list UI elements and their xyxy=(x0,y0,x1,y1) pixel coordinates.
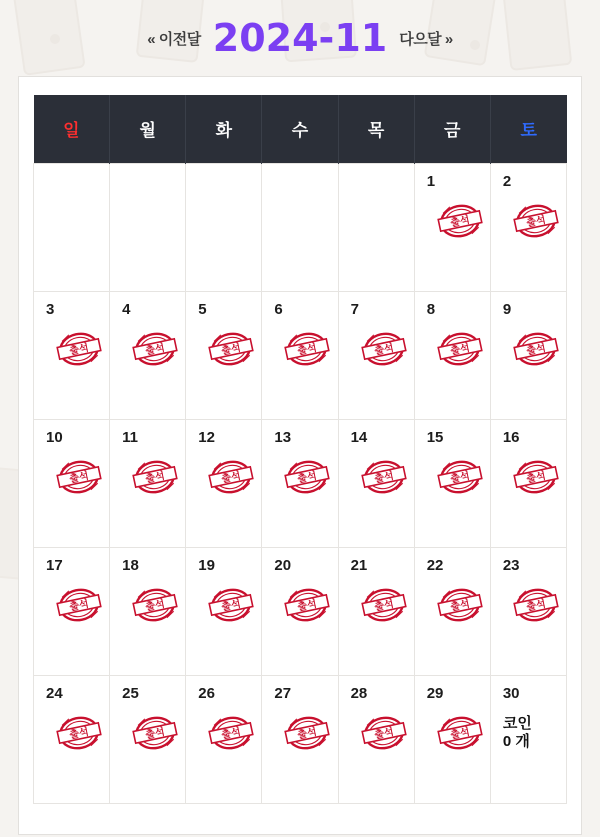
svg-text:출석: 출석 xyxy=(525,598,547,613)
svg-text:출석: 출석 xyxy=(220,470,243,485)
weekday-header-thu: 목 xyxy=(338,95,414,163)
svg-text:출석: 출석 xyxy=(297,342,319,357)
attendance-stamp-icon xyxy=(200,709,262,757)
svg-text:출석: 출석 xyxy=(144,470,166,485)
weekday-header-fri: 금 xyxy=(414,95,490,163)
attendance-calendar-table xyxy=(33,95,567,804)
day-number: 12 xyxy=(198,428,215,446)
attendance-stamp-icon xyxy=(48,325,110,373)
attendance-stamp xyxy=(48,581,110,629)
calendar-day-cell[interactable] xyxy=(338,675,414,803)
day-number: 15 xyxy=(426,428,444,446)
calendar-week-row xyxy=(34,291,567,419)
attendance-stamp xyxy=(429,197,491,245)
calendar-day-cell[interactable] xyxy=(414,291,490,419)
attendance-stamp xyxy=(200,709,262,757)
attendance-stamp-icon xyxy=(429,581,491,629)
calendar-day-cell[interactable] xyxy=(490,163,566,291)
attendance-stamp-icon xyxy=(124,581,186,629)
calendar-card xyxy=(18,76,582,835)
attendance-stamp-icon xyxy=(48,581,110,629)
calendar-day-cell[interactable] xyxy=(262,419,338,547)
day-number: 13 xyxy=(274,428,292,446)
attendance-stamp-icon xyxy=(429,325,491,373)
calendar-day-cell[interactable] xyxy=(110,419,186,547)
day-number: 18 xyxy=(122,556,139,574)
attendance-stamp-icon xyxy=(276,581,338,629)
attendance-stamp xyxy=(353,709,415,757)
calendar-day-cell[interactable] xyxy=(490,547,566,675)
calendar-day-cell[interactable] xyxy=(34,291,110,419)
day-number: 21 xyxy=(350,556,368,574)
calendar-day-cell[interactable] xyxy=(110,547,186,675)
attendance-stamp-icon xyxy=(200,581,262,629)
calendar-day-cell-empty xyxy=(338,163,414,291)
svg-text:출석: 출석 xyxy=(373,470,395,485)
calendar-day-cell[interactable] xyxy=(34,419,110,547)
attendance-stamp xyxy=(276,325,338,373)
attendance-stamp-icon xyxy=(124,325,186,373)
weekday-header-sun: 일 xyxy=(34,95,110,163)
svg-text:출석: 출석 xyxy=(220,598,243,613)
calendar-day-cell[interactable] xyxy=(490,291,566,419)
day-number: 23 xyxy=(502,556,520,574)
svg-text:출석: 출석 xyxy=(68,726,90,741)
attendance-stamp-icon xyxy=(48,453,110,501)
svg-text:출석: 출석 xyxy=(525,342,547,357)
svg-text:출석: 출석 xyxy=(144,342,166,357)
attendance-stamp xyxy=(429,709,491,757)
day-number: 28 xyxy=(350,684,368,702)
calendar-week-row xyxy=(34,547,567,675)
attendance-stamp xyxy=(353,581,415,629)
day-number: 9 xyxy=(502,300,512,318)
attendance-stamp-icon xyxy=(505,453,567,501)
day-number: 7 xyxy=(350,300,359,318)
day-number: 8 xyxy=(426,300,436,318)
attendance-stamp-icon xyxy=(124,709,186,757)
svg-text:출석: 출석 xyxy=(68,342,90,357)
calendar-week-row xyxy=(34,675,567,803)
attendance-stamp-icon xyxy=(353,453,415,501)
attendance-stamp-icon xyxy=(429,453,491,501)
attendance-stamp-icon xyxy=(276,709,338,757)
attendance-stamp xyxy=(124,325,186,373)
attendance-stamp xyxy=(48,709,110,757)
attendance-stamp xyxy=(429,581,491,629)
calendar-day-cell[interactable] xyxy=(414,547,490,675)
attendance-stamp-icon xyxy=(124,453,186,501)
calendar-day-cell-empty xyxy=(186,163,262,291)
weekday-header-row xyxy=(34,95,567,163)
day-number: 10 xyxy=(46,428,63,446)
calendar-day-cell-empty xyxy=(262,163,338,291)
calendar-day-cell[interactable] xyxy=(414,675,490,803)
attendance-stamp xyxy=(48,453,110,501)
svg-text:출석: 출석 xyxy=(373,726,395,741)
attendance-stamp xyxy=(276,581,338,629)
attendance-stamp-icon xyxy=(200,453,262,501)
attendance-stamp xyxy=(505,581,567,629)
month-navigation-bar xyxy=(0,0,600,76)
svg-text:출석: 출석 xyxy=(449,214,471,229)
calendar-day-cell[interactable] xyxy=(338,547,414,675)
calendar-day-cell-empty xyxy=(34,163,110,291)
day-number: 3 xyxy=(46,300,55,318)
attendance-stamp xyxy=(505,325,567,373)
attendance-stamp xyxy=(124,453,186,501)
day-number: 19 xyxy=(198,556,215,574)
attendance-stamp xyxy=(276,453,338,501)
attendance-stamp-icon xyxy=(353,709,415,757)
svg-text:출석: 출석 xyxy=(144,598,166,613)
day-number: 5 xyxy=(198,300,207,318)
calendar-day-cell[interactable] xyxy=(414,419,490,547)
calendar-day-cell[interactable] xyxy=(186,419,262,547)
coin-label: 코인 xyxy=(502,714,532,732)
day-number: 29 xyxy=(426,684,444,702)
attendance-stamp xyxy=(429,453,491,501)
attendance-stamp xyxy=(124,709,186,757)
attendance-stamp-icon xyxy=(276,453,338,501)
attendance-stamp-icon xyxy=(505,325,567,373)
svg-text:출석: 출석 xyxy=(373,342,395,357)
next-month-button[interactable]: 다으달 » xyxy=(399,30,453,48)
page-title: 2024-11 xyxy=(212,16,388,60)
calendar-day-cell[interactable] xyxy=(186,675,262,803)
svg-text:출석: 출석 xyxy=(144,726,166,741)
attendance-stamp-icon xyxy=(353,325,415,373)
attendance-stamp-icon xyxy=(200,325,262,373)
svg-text:출석: 출석 xyxy=(220,342,243,357)
day-number: 6 xyxy=(274,300,283,318)
day-number: 14 xyxy=(350,428,368,446)
day-number: 30 xyxy=(502,684,520,702)
day-number: 26 xyxy=(198,684,215,702)
day-number: 4 xyxy=(122,300,131,318)
day-number: 22 xyxy=(426,556,444,574)
day-number: 20 xyxy=(274,556,292,574)
svg-text:출석: 출석 xyxy=(297,470,319,485)
calendar-day-cell[interactable] xyxy=(262,675,338,803)
svg-text:출석: 출석 xyxy=(68,598,90,613)
svg-text:출석: 출석 xyxy=(449,726,471,741)
day-number: 11 xyxy=(122,428,138,446)
coin-balance xyxy=(503,715,566,753)
calendar-day-cell[interactable] xyxy=(490,419,566,547)
calendar-day-cell[interactable] xyxy=(34,547,110,675)
coin-value: 0 개 xyxy=(502,733,530,751)
attendance-stamp xyxy=(200,325,262,373)
svg-text:출석: 출석 xyxy=(297,726,319,741)
day-number: 25 xyxy=(122,684,139,702)
svg-text:출석: 출석 xyxy=(297,598,319,613)
calendar-day-cell[interactable] xyxy=(186,547,262,675)
svg-text:출석: 출석 xyxy=(449,342,471,357)
weekday-header-mon: 월 xyxy=(110,95,186,163)
attendance-stamp-icon xyxy=(429,709,491,757)
attendance-stamp-icon xyxy=(353,581,415,629)
attendance-stamp-icon xyxy=(276,325,338,373)
calendar-day-cell[interactable] xyxy=(338,291,414,419)
weekday-header-tue: 화 xyxy=(186,95,262,163)
prev-month-button[interactable]: « 이전달 xyxy=(147,30,201,48)
svg-text:출석: 출석 xyxy=(373,598,395,613)
calendar-day-cell[interactable] xyxy=(262,291,338,419)
day-number: 1 xyxy=(426,172,436,190)
calendar-week-row xyxy=(34,419,567,547)
attendance-stamp-icon xyxy=(505,197,567,245)
weekday-header-wed: 수 xyxy=(262,95,338,163)
svg-text:출석: 출석 xyxy=(68,470,90,485)
calendar-day-cell-empty xyxy=(110,163,186,291)
svg-text:출석: 출석 xyxy=(525,470,547,485)
svg-text:출석: 출석 xyxy=(220,726,243,741)
calendar-day-cell[interactable] xyxy=(338,419,414,547)
attendance-stamp xyxy=(505,197,567,245)
attendance-stamp xyxy=(200,581,262,629)
day-number: 24 xyxy=(46,684,63,702)
attendance-stamp-icon xyxy=(48,709,110,757)
calendar-day-cell[interactable] xyxy=(110,675,186,803)
svg-text:출석: 출석 xyxy=(525,214,547,229)
attendance-stamp xyxy=(276,709,338,757)
calendar-day-cell[interactable] xyxy=(490,675,566,803)
day-number: 27 xyxy=(274,684,292,702)
attendance-stamp-icon xyxy=(429,197,491,245)
attendance-stamp xyxy=(200,453,262,501)
day-number: 2 xyxy=(502,172,512,190)
svg-text:출석: 출석 xyxy=(449,598,471,613)
calendar-body xyxy=(34,163,567,803)
attendance-stamp xyxy=(505,453,567,501)
calendar-day-cell[interactable] xyxy=(414,163,490,291)
attendance-stamp xyxy=(429,325,491,373)
weekday-header-sat: 토 xyxy=(490,95,566,163)
calendar-day-cell[interactable] xyxy=(110,291,186,419)
day-number: 17 xyxy=(46,556,63,574)
calendar-day-cell[interactable] xyxy=(262,547,338,675)
calendar-day-cell[interactable] xyxy=(186,291,262,419)
attendance-stamp xyxy=(48,325,110,373)
attendance-stamp xyxy=(353,325,415,373)
calendar-week-row xyxy=(34,163,567,291)
day-number: 16 xyxy=(502,428,520,446)
attendance-stamp-icon xyxy=(505,581,567,629)
attendance-stamp xyxy=(124,581,186,629)
attendance-stamp xyxy=(353,453,415,501)
calendar-day-cell[interactable] xyxy=(34,675,110,803)
svg-text:출석: 출석 xyxy=(449,470,471,485)
